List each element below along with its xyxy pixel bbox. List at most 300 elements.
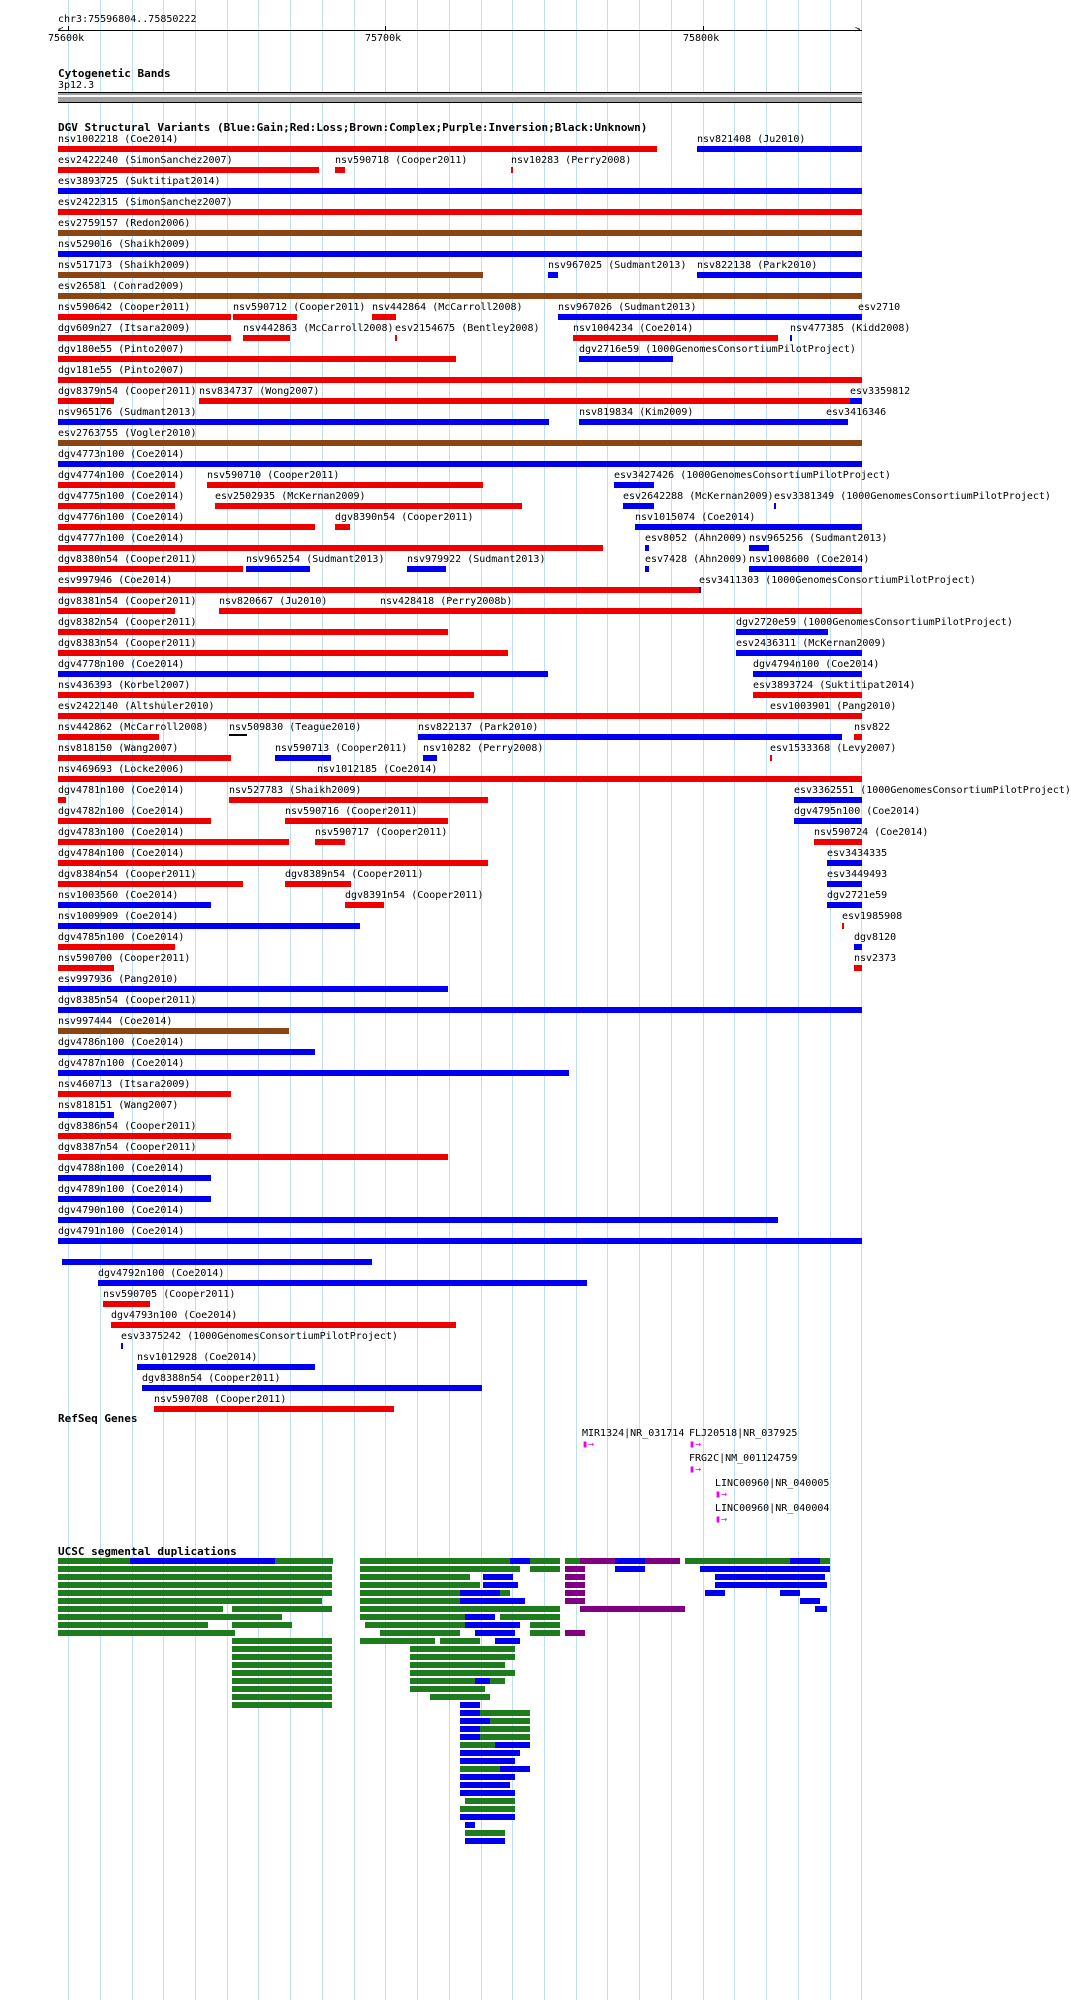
variant-bar[interactable] [395, 335, 397, 341]
variant-bar[interactable] [736, 629, 828, 635]
variant-bar[interactable] [58, 755, 231, 761]
variant-bar[interactable] [58, 188, 862, 194]
variant-label: nsv965176 (Sudmant2013) [58, 407, 197, 418]
variant-bar[interactable] [794, 797, 862, 803]
variant-bar[interactable] [854, 734, 862, 740]
variant-bar[interactable] [827, 860, 862, 866]
variant-bar[interactable] [814, 839, 862, 845]
segdup-block[interactable] [715, 1574, 825, 1580]
variant-bar[interactable] [285, 818, 448, 824]
gene-model[interactable]: ▮→ [689, 1464, 702, 1475]
segdup-block[interactable] [360, 1566, 520, 1572]
segdup-block[interactable] [700, 1566, 830, 1572]
segdup-block[interactable] [58, 1622, 208, 1628]
segdup-block[interactable] [232, 1622, 292, 1628]
variant-label: dgv8385n54 (Cooper2011) [58, 995, 197, 1006]
variant-label: nsv590712 (Cooper2011) [233, 302, 366, 313]
variant-bar[interactable] [335, 524, 350, 530]
variant-bar[interactable] [858, 314, 862, 320]
segdup-block[interactable] [615, 1566, 645, 1572]
ruler-arrow-left: < [58, 25, 64, 35]
variant-label: esv1003901 (Pang2010) [770, 701, 897, 712]
variant-bar[interactable] [423, 755, 437, 761]
variant-label: nsv436393 (Korbel2007) [58, 680, 191, 691]
variant-bar[interactable] [58, 692, 474, 698]
variant-bar[interactable] [58, 713, 862, 719]
segdup-block[interactable] [565, 1582, 585, 1588]
variant-bar[interactable] [749, 566, 862, 572]
segdup-block[interactable] [410, 1678, 485, 1684]
variant-bar[interactable] [58, 902, 211, 908]
variant-label: nsv469693 (Locke2006) [58, 764, 185, 775]
variant-bar[interactable] [215, 503, 522, 509]
segdup-block[interactable] [232, 1678, 332, 1684]
gridline [290, 0, 291, 2000]
segdup-block[interactable] [565, 1590, 585, 1596]
variant-bar[interactable] [58, 419, 549, 425]
variant-bar[interactable] [699, 587, 701, 593]
ruler-tick [385, 26, 386, 31]
segdup-block[interactable] [475, 1630, 515, 1636]
variant-bar[interactable] [58, 839, 289, 845]
variant-bar[interactable] [58, 986, 448, 992]
segdup-block[interactable] [483, 1582, 518, 1588]
gene-model[interactable]: ▮→ [582, 1439, 595, 1450]
variant-bar[interactable] [697, 146, 862, 152]
variant-bar[interactable] [58, 1028, 289, 1034]
segdup-block[interactable] [705, 1590, 725, 1596]
variant-label: dgv8391n54 (Cooper2011) [345, 890, 484, 901]
segdup-block[interactable] [565, 1574, 585, 1580]
segdup-block[interactable] [530, 1622, 560, 1628]
segdup-block[interactable] [232, 1590, 332, 1596]
segdup-block[interactable] [460, 1758, 515, 1764]
variant-bar[interactable] [58, 335, 231, 341]
variant-bar[interactable] [58, 440, 862, 446]
variant-bar[interactable] [58, 377, 862, 383]
variant-bar[interactable] [827, 881, 862, 887]
variant-label: esv2642288 (McKernan2009) [623, 491, 774, 502]
variant-label: esv3362551 (1000GenomesConsortiumPilotProject) [794, 785, 1071, 796]
variant-bar[interactable] [58, 209, 862, 215]
segdup-block[interactable] [232, 1694, 332, 1700]
segdup-block[interactable] [530, 1630, 560, 1636]
variant-bar[interactable] [207, 482, 483, 488]
variant-bar[interactable] [58, 146, 657, 152]
variant-bar[interactable] [58, 251, 862, 257]
variant-label: nsv967026 (Sudmant2013) [558, 302, 697, 313]
variant-bar[interactable] [246, 566, 310, 572]
variant-label: dgv8386n54 (Cooper2011) [58, 1121, 197, 1132]
variant-label: nsv1012928 (Coe2014) [137, 1352, 258, 1363]
variant-label: esv1533368 (Levy2007) [770, 743, 897, 754]
segdup-block[interactable] [232, 1662, 332, 1668]
segdup-block[interactable] [460, 1750, 520, 1756]
variant-label: nsv1004234 (Coe2014) [573, 323, 694, 334]
segdup-block[interactable] [232, 1582, 332, 1588]
variant-bar[interactable] [285, 881, 351, 887]
variant-bar[interactable] [548, 272, 558, 278]
variant-label: esv2759157 (Redon2006) [58, 218, 191, 229]
variant-bar[interactable] [58, 230, 862, 236]
segdup-block[interactable] [480, 1734, 530, 1740]
variant-label: esv8052 (Ahn2009) [645, 533, 748, 544]
variant-label: esv3893725 (Suktitipat2014) [58, 176, 221, 187]
gene-model[interactable]: ▮→ [689, 1439, 702, 1450]
segdup-block[interactable] [410, 1686, 485, 1692]
segdup-block[interactable] [410, 1662, 505, 1668]
segdup-block[interactable] [440, 1638, 480, 1644]
variant-label: nsv1003560 (Coe2014) [58, 890, 179, 901]
cytoband-bar-stripe [58, 95, 862, 97]
segdup-block[interactable] [460, 1710, 480, 1716]
segdup-block[interactable] [465, 1622, 520, 1628]
cytoband-bar[interactable] [58, 92, 862, 103]
variant-bar[interactable] [418, 734, 842, 740]
variant-bar[interactable] [770, 713, 772, 719]
segdup-block[interactable] [232, 1686, 332, 1692]
variant-label: nsv428418 (Perry2008b) [380, 596, 513, 607]
variant-bar[interactable] [854, 944, 862, 950]
segdup-block[interactable] [465, 1830, 505, 1836]
variant-bar[interactable] [842, 923, 844, 929]
gridline [354, 0, 355, 2000]
variant-label: nsv965256 (Sudmant2013) [749, 533, 888, 544]
variant-bar[interactable] [790, 335, 792, 341]
variant-bar[interactable] [58, 1217, 778, 1223]
gene-label: FRG2C|NM_001124759 [689, 1453, 798, 1464]
variant-bar[interactable] [233, 314, 297, 320]
variant-bar[interactable] [58, 1049, 315, 1055]
variant-bar[interactable] [58, 1154, 448, 1160]
variant-bar[interactable] [58, 608, 175, 614]
segdup-block[interactable] [565, 1630, 585, 1636]
variant-bar[interactable] [315, 839, 345, 845]
segdup-block[interactable] [410, 1654, 515, 1660]
variant-bar[interactable] [111, 1322, 456, 1328]
segdup-block[interactable] [360, 1614, 470, 1620]
variant-bar[interactable] [58, 923, 360, 929]
variant-bar[interactable] [645, 545, 649, 551]
variant-bar[interactable] [753, 671, 862, 677]
variant-bar[interactable] [749, 545, 769, 551]
variant-label: nsv590700 (Cooper2011) [58, 953, 191, 964]
variant-bar[interactable] [770, 755, 772, 761]
ruler-tick-label: 75700k [365, 33, 402, 44]
variant-label: dgv8390n54 (Cooper2011) [335, 512, 474, 523]
variant-label: nsv822 [854, 722, 891, 733]
variant-bar[interactable] [121, 1343, 123, 1349]
ruler-tick [703, 26, 704, 31]
segdup-block[interactable] [232, 1614, 282, 1620]
segdup-block[interactable] [465, 1838, 505, 1844]
variant-bar[interactable] [58, 482, 175, 488]
segdup-block[interactable] [58, 1598, 233, 1604]
segdup-block[interactable] [465, 1822, 475, 1828]
segdup-block[interactable] [790, 1558, 820, 1564]
variant-bar[interactable] [98, 1280, 587, 1286]
segdup-block[interactable] [360, 1606, 560, 1612]
segdup-block[interactable] [210, 1630, 235, 1636]
gridline [607, 0, 608, 2000]
variant-label: dgv4788n100 (Coe2014) [58, 1163, 185, 1174]
variant-label: esv997936 (Pang2010) [58, 974, 179, 985]
segdup-block[interactable] [500, 1766, 530, 1772]
cytoband-title: Cytogenetic Bands [58, 67, 171, 80]
variant-label: nsv1009909 (Coe2014) [58, 911, 179, 922]
variant-label: nsv442864 (McCarroll2008) [372, 302, 523, 313]
segdup-block[interactable] [58, 1630, 233, 1636]
gene-model[interactable]: ▮→ [715, 1514, 728, 1525]
segdup-block[interactable] [490, 1678, 505, 1684]
ruler-arrow-right: > [855, 25, 861, 35]
variant-bar[interactable] [229, 797, 488, 803]
variant-bar[interactable] [58, 545, 603, 551]
gridline [703, 0, 704, 2000]
variant-label: dgv8381n54 (Cooper2011) [58, 596, 197, 607]
variant-bar[interactable] [58, 1007, 862, 1013]
segdup-block[interactable] [495, 1742, 530, 1748]
variant-bar[interactable] [58, 1091, 231, 1097]
variant-bar[interactable] [573, 335, 778, 341]
variant-bar[interactable] [58, 629, 448, 635]
variant-label: dgv4794n100 (Coe2014) [753, 659, 880, 670]
segdup-block[interactable] [232, 1606, 332, 1612]
segdup-block[interactable] [58, 1606, 223, 1612]
segdup-block[interactable] [232, 1574, 332, 1580]
segdup-block[interactable] [130, 1558, 275, 1564]
variant-label: nsv818150 (Wang2007) [58, 743, 179, 754]
gridline [481, 0, 482, 2000]
variant-bar[interactable] [614, 482, 654, 488]
segdup-block[interactable] [58, 1582, 233, 1588]
variant-bar[interactable] [774, 503, 776, 509]
segdup-block[interactable] [232, 1654, 332, 1660]
segdup-block[interactable] [410, 1646, 515, 1652]
segdup-block[interactable] [360, 1638, 435, 1644]
variant-bar[interactable] [826, 419, 848, 425]
variant-bar[interactable] [345, 902, 384, 908]
variant-bar[interactable] [103, 1301, 150, 1307]
variant-bar[interactable] [736, 650, 862, 656]
gridline [258, 0, 259, 2000]
segdup-block[interactable] [565, 1598, 585, 1604]
variant-label: esv2154675 (Bentley2008) [395, 323, 540, 334]
segdup-block[interactable] [530, 1558, 560, 1564]
variant-bar[interactable] [558, 314, 858, 320]
gridline [830, 0, 831, 2000]
variant-bar[interactable] [58, 503, 175, 509]
segdup-block[interactable] [530, 1566, 560, 1572]
segdup-block[interactable] [460, 1590, 500, 1596]
variant-label: esv3449493 [827, 869, 888, 880]
segdup-block[interactable] [500, 1614, 560, 1620]
segdup-block[interactable] [715, 1582, 827, 1588]
segdup-block[interactable] [580, 1606, 685, 1612]
segdup-block[interactable] [480, 1726, 530, 1732]
variant-bar[interactable] [62, 1259, 372, 1265]
variant-bar[interactable] [372, 314, 396, 320]
variant-label: dgv4781n100 (Coe2014) [58, 785, 185, 796]
variant-bar[interactable] [794, 818, 862, 824]
gridline [385, 0, 386, 2000]
variant-label: nsv477385 (Kidd2008) [790, 323, 911, 334]
segdup-block[interactable] [460, 1782, 510, 1788]
variant-bar[interactable] [58, 272, 483, 278]
variant-bar[interactable] [58, 818, 211, 824]
variant-label: dgv4795n100 (Coe2014) [794, 806, 921, 817]
variant-bar[interactable] [58, 1112, 114, 1118]
gene-model[interactable]: ▮→ [715, 1489, 728, 1500]
variant-bar[interactable] [407, 566, 446, 572]
variant-bar[interactable] [58, 944, 175, 950]
segdup-block[interactable] [465, 1798, 515, 1804]
variant-bar[interactable] [137, 1364, 315, 1370]
variant-bar[interactable] [753, 692, 862, 698]
variant-label: dgv8388n54 (Cooper2011) [142, 1373, 281, 1384]
variant-bar[interactable] [58, 650, 508, 656]
gene-label: FLJ20518|NR_037925 [689, 1428, 798, 1439]
variant-label: nsv10283 (Perry2008) [511, 155, 632, 166]
variant-label: dgv4773n100 (Coe2014) [58, 449, 185, 460]
variant-bar[interactable] [511, 167, 513, 173]
variant-bar[interactable] [380, 608, 862, 614]
segdup-block[interactable] [232, 1598, 322, 1604]
segdup-block[interactable] [460, 1814, 515, 1820]
variant-label: nsv442862 (McCarroll2008) [58, 722, 209, 733]
variant-label: dgv4790n100 (Coe2014) [58, 1205, 185, 1216]
variant-bar[interactable] [58, 797, 66, 803]
variant-label: nsv590724 (Coe2014) [814, 827, 929, 838]
segdup-block[interactable] [800, 1598, 820, 1604]
variant-label: nsv997444 (Coe2014) [58, 1016, 173, 1027]
variant-bar[interactable] [579, 419, 826, 425]
variant-bar[interactable] [854, 965, 862, 971]
segdup-block[interactable] [460, 1718, 490, 1724]
segdup-block[interactable] [460, 1790, 515, 1796]
segdup-block[interactable] [360, 1574, 470, 1580]
variant-bar[interactable] [58, 1133, 231, 1139]
segdup-block[interactable] [232, 1646, 332, 1652]
segdup-block[interactable] [495, 1638, 520, 1644]
segdup-block[interactable] [58, 1566, 233, 1572]
segdup-block[interactable] [460, 1806, 515, 1812]
segdup-block[interactable] [360, 1582, 480, 1588]
variant-bar[interactable] [58, 524, 315, 530]
segdup-block[interactable] [490, 1718, 530, 1724]
variant-bar[interactable] [58, 1175, 211, 1181]
segdup-block[interactable] [615, 1558, 645, 1564]
ruler-axis [58, 30, 862, 31]
segdup-block[interactable] [58, 1574, 233, 1580]
segdup-block[interactable] [232, 1566, 332, 1572]
variant-bar[interactable] [58, 314, 231, 320]
segdup-block[interactable] [380, 1630, 460, 1636]
segdup-block[interactable] [475, 1678, 490, 1684]
gridline [544, 0, 545, 2000]
variant-bar[interactable] [58, 1070, 569, 1076]
segdup-block[interactable] [58, 1614, 233, 1620]
variant-label: dgv4782n100 (Coe2014) [58, 806, 185, 817]
variant-label: dgv8382n54 (Cooper2011) [58, 617, 197, 628]
segdup-block[interactable] [58, 1590, 233, 1596]
variant-bar[interactable] [58, 1238, 862, 1244]
variant-label: dgv4792n100 (Coe2014) [98, 1268, 225, 1279]
variant-bar[interactable] [850, 398, 862, 404]
variant-label: esv3375242 (1000GenomesConsortiumPilotProject) [121, 1331, 398, 1342]
variant-bar[interactable] [58, 356, 456, 362]
segdup-block[interactable] [430, 1694, 490, 1700]
segdup-block[interactable] [410, 1670, 515, 1676]
variant-bar[interactable] [58, 461, 862, 467]
segdup-block[interactable] [780, 1590, 800, 1596]
segdup-block[interactable] [460, 1598, 525, 1604]
variant-bar[interactable] [317, 776, 862, 782]
variant-bar[interactable] [58, 587, 699, 593]
variant-label: esv2710 [858, 302, 901, 313]
variant-bar[interactable] [335, 167, 345, 173]
variant-bar[interactable] [229, 734, 247, 736]
variant-label: dgv4778n100 (Coe2014) [58, 659, 185, 670]
segdup-block[interactable] [365, 1622, 465, 1628]
variant-bar[interactable] [58, 1196, 211, 1202]
variant-bar[interactable] [58, 881, 243, 887]
segdup-block[interactable] [465, 1614, 495, 1620]
variant-bar[interactable] [58, 566, 243, 572]
segdup-block[interactable] [565, 1566, 585, 1572]
variant-bar[interactable] [623, 503, 654, 509]
variant-bar[interactable] [142, 1385, 482, 1391]
variant-bar[interactable] [58, 671, 548, 677]
variant-bar[interactable] [579, 356, 673, 362]
variant-bar[interactable] [243, 335, 290, 341]
segdup-block[interactable] [815, 1606, 827, 1612]
variant-label: nsv590717 (Cooper2011) [315, 827, 448, 838]
variant-bar[interactable] [275, 755, 331, 761]
segdup-block[interactable] [360, 1558, 510, 1564]
variant-bar[interactable] [58, 734, 159, 740]
gridline [671, 0, 672, 2000]
variant-bar[interactable] [58, 965, 114, 971]
segdup-block[interactable] [232, 1702, 332, 1708]
segdup-block[interactable] [232, 1670, 332, 1676]
gridline [576, 0, 577, 2000]
segdup-block[interactable] [460, 1702, 480, 1708]
segdup-block[interactable] [483, 1574, 513, 1580]
segdup-block[interactable] [232, 1638, 332, 1644]
variant-bar[interactable] [199, 398, 850, 404]
variant-bar[interactable] [58, 398, 114, 404]
segdup-block[interactable] [460, 1774, 515, 1780]
segdup-block[interactable] [480, 1710, 530, 1716]
variant-bar[interactable] [58, 860, 488, 866]
variant-label: dgv2721e59 [827, 890, 888, 901]
gridline [861, 0, 862, 2000]
gene-label: LINC00960|NR_040005 [715, 1478, 830, 1489]
segdup-block[interactable] [510, 1558, 530, 1564]
variant-bar[interactable] [154, 1406, 394, 1412]
variant-bar[interactable] [219, 608, 380, 614]
variant-bar[interactable] [635, 524, 862, 530]
variant-bar[interactable] [58, 293, 862, 299]
variant-label: nsv590718 (Cooper2011) [335, 155, 468, 166]
variant-label: esv3359812 [850, 386, 911, 397]
variant-bar[interactable] [58, 167, 319, 173]
variant-label: dgv4776n100 (Coe2014) [58, 512, 185, 523]
variant-bar[interactable] [827, 902, 862, 908]
variant-bar[interactable] [645, 566, 649, 572]
variant-bar[interactable] [697, 272, 862, 278]
